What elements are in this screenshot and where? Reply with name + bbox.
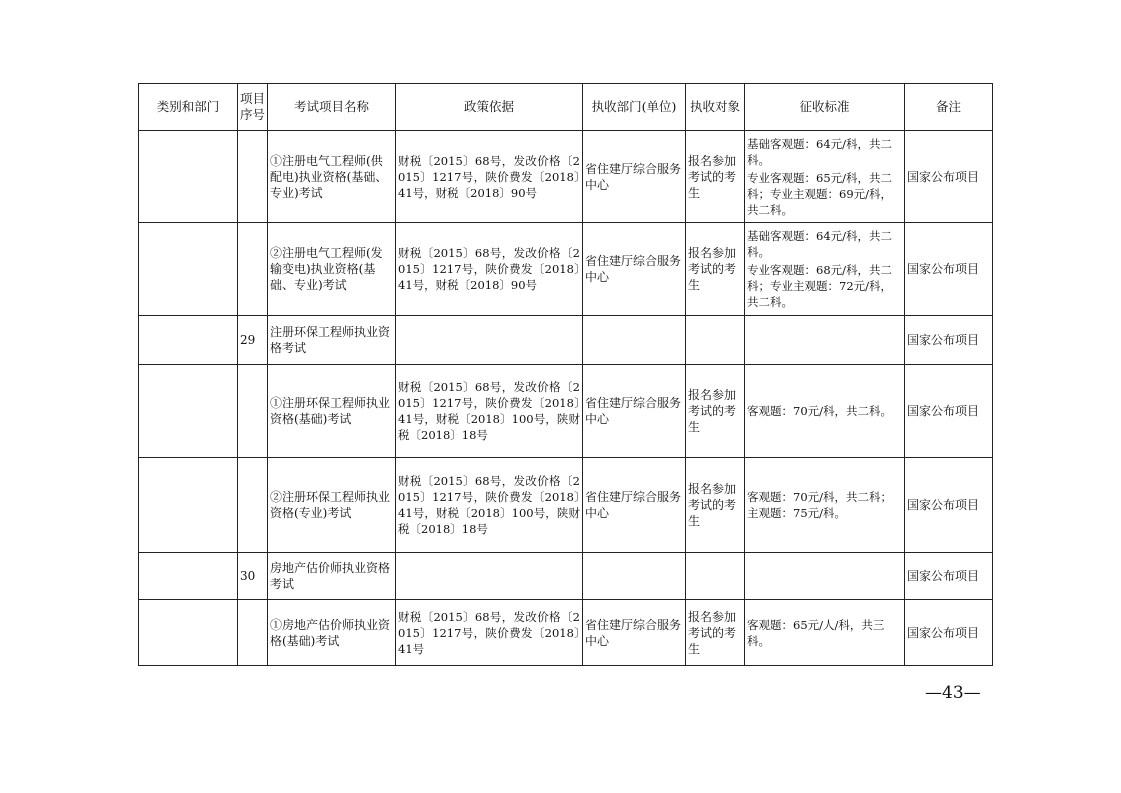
cell-note: 国家公布项目 [905, 223, 993, 316]
cell-exam-name: ①房地产估价师执业资格(基础)考试 [268, 600, 396, 666]
standard-line: 客观题：70元/科，共二科。 [747, 404, 893, 418]
cell-target: 报名参加考试的考生 [686, 131, 745, 223]
cell-category [139, 316, 238, 365]
page-number: —43— [925, 683, 981, 703]
cell-category [139, 131, 238, 223]
cell-standard [745, 131, 905, 223]
cell-standard [745, 458, 905, 553]
cell-exam-name: ①注册电气工程师(供配电)执业资格(基础、专业)考试 [268, 131, 396, 223]
cell-policy: 财税〔2015〕68号，发改价格〔2015〕1217号，陕价费发〔2018〕41号，财税〔2018〕100号，陕财税〔2018〕18号 [396, 458, 583, 553]
table-row [139, 131, 993, 223]
cell-policy [396, 316, 583, 365]
cell-seq: 29 [238, 316, 268, 365]
cell-category [139, 365, 238, 458]
cell-seq [238, 365, 268, 458]
cell-category [139, 458, 238, 553]
cell-category [139, 553, 238, 600]
cell-note: 国家公布项目 [905, 316, 993, 365]
header-policy: 政策依据 [396, 84, 583, 131]
cell-exam-name: 房地产估价师执业资格考试 [268, 553, 396, 600]
header-standard: 征收标准 [745, 84, 905, 131]
cell-note: 国家公布项目 [905, 365, 993, 458]
cell-exam-name: ②注册环保工程师执业资格(专业)考试 [268, 458, 396, 553]
cell-category [139, 223, 238, 316]
header-seq: 项目序号 [238, 84, 268, 131]
table-row [139, 458, 993, 553]
cell-note: 国家公布项目 [905, 131, 993, 223]
header-dept: 执收部门(单位) [583, 84, 686, 131]
cell-policy: 财税〔2015〕68号，发改价格〔2015〕1217号，陕价费发〔2018〕41号，财税〔2018〕90号 [396, 223, 583, 316]
cell-seq: 30 [238, 553, 268, 600]
cell-target [686, 316, 745, 365]
cell-dept [583, 316, 686, 365]
standard-line: 专业客观题：65元/科，共二科；专业主观题：69元/科，共二科。 [747, 170, 893, 217]
cell-seq [238, 458, 268, 553]
standard-line: 客观题：65元/人/科，共三科。 [747, 617, 885, 648]
cell-policy: 财税〔2015〕68号，发改价格〔2015〕1217号，陕价费发〔2018〕41号，财税〔2018〕100号，陕财税〔2018〕18号 [396, 365, 583, 458]
cell-standard [745, 316, 905, 365]
cell-seq [238, 131, 268, 223]
cell-target: 报名参加考试的考生 [686, 600, 745, 666]
cell-category [139, 600, 238, 666]
cell-policy: 财税〔2015〕68号，发改价格〔2015〕1217号，陕价费发〔2018〕41号，财税〔2018〕90号 [396, 131, 583, 223]
cell-exam-name: 注册环保工程师执业资格考试 [268, 316, 396, 365]
cell-dept: 省住建厅综合服务中心 [583, 131, 686, 223]
standard-line: 专业客观题：68元/科，共二科；专业主观题：72元/科，共二科。 [747, 263, 893, 309]
cell-note: 国家公布项目 [905, 600, 993, 666]
cell-note: 国家公布项目 [905, 553, 993, 600]
header-category: 类别和部门 [139, 84, 238, 131]
cell-target [686, 553, 745, 600]
cell-policy: 财税〔2015〕68号，发改价格〔2015〕1217号，陕价费发〔2018〕41号 [396, 600, 583, 666]
cell-seq [238, 223, 268, 316]
cell-dept [583, 553, 686, 600]
header-name: 考试项目名称 [268, 84, 396, 131]
cell-dept: 省住建厅综合服务中心 [583, 365, 686, 458]
table-row [139, 316, 993, 365]
fee-table [138, 83, 993, 666]
cell-exam-name: ②注册电气工程师(发输变电)执业资格(基础、专业)考试 [268, 223, 396, 316]
standard-line: 基础客观题：64元/科，共二科。 [747, 229, 893, 259]
cell-note: 国家公布项目 [905, 458, 993, 553]
cell-target: 报名参加考试的考生 [686, 458, 745, 553]
table-row [139, 600, 993, 666]
header-row [139, 84, 993, 131]
cell-standard [745, 600, 905, 666]
table-row [139, 553, 993, 600]
cell-standard [745, 223, 905, 316]
cell-target: 报名参加考试的考生 [686, 223, 745, 316]
header-target: 执收对象 [686, 84, 745, 131]
cell-standard [745, 553, 905, 600]
table-row [139, 365, 993, 458]
cell-policy [396, 553, 583, 600]
cell-exam-name: ①注册环保工程师执业资格(基础)考试 [268, 365, 396, 458]
standard-line: 基础客观题：64元/科，共二科。 [747, 136, 893, 167]
header-note: 备注 [905, 84, 993, 131]
standard-line: 客观题：70元/科，共二科；主观题：75元/科。 [747, 490, 893, 520]
cell-target: 报名参加考试的考生 [686, 365, 745, 458]
table-row [139, 223, 993, 316]
cell-dept: 省住建厅综合服务中心 [583, 223, 686, 316]
cell-standard [745, 365, 905, 458]
cell-dept: 省住建厅综合服务中心 [583, 458, 686, 553]
cell-dept: 省住建厅综合服务中心 [583, 600, 686, 666]
cell-seq [238, 600, 268, 666]
